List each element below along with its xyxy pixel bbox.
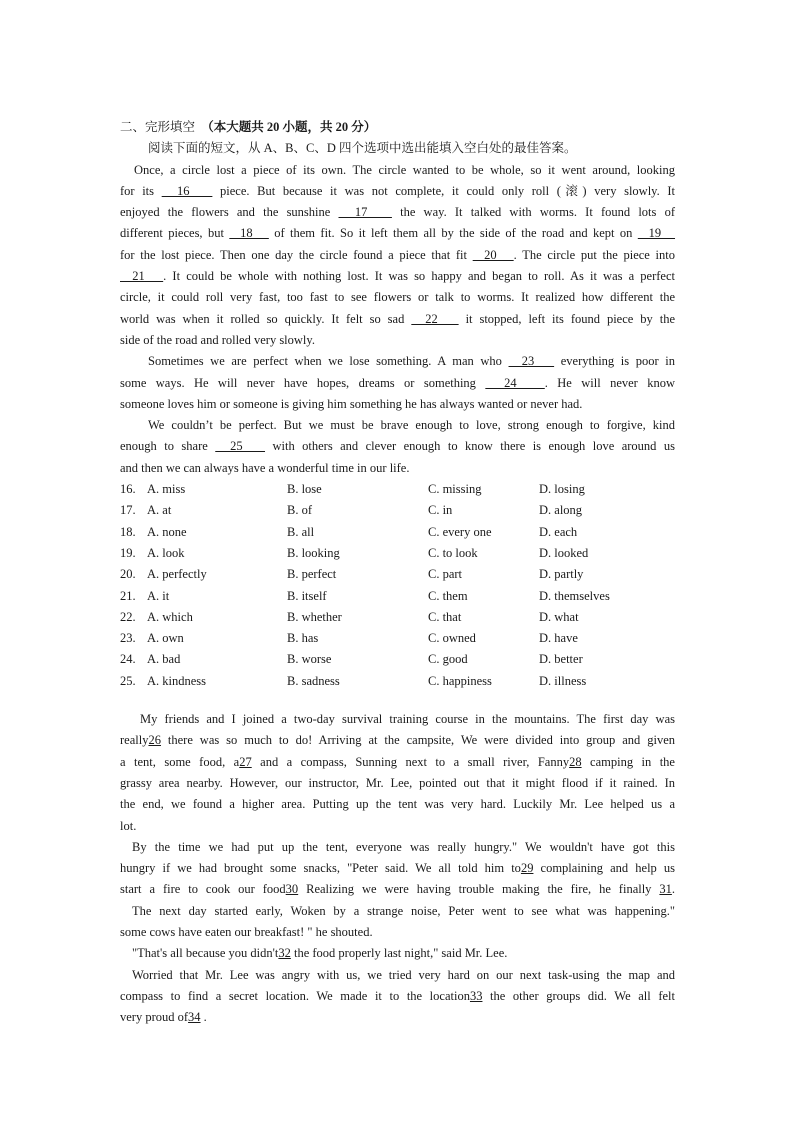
option-row: [120, 607, 675, 628]
option-b: B. sadness: [287, 673, 340, 688]
passage-text: .: [671, 882, 676, 897]
option-c: C. good: [428, 652, 468, 667]
passage-text: start a fire to cook our food: [120, 882, 286, 897]
question-number: 19.: [120, 545, 136, 560]
passage-text: lot.: [120, 818, 137, 833]
option-b: B. all: [287, 524, 315, 539]
option-b: B. lose: [287, 482, 322, 497]
option-d: D. better: [539, 652, 583, 667]
passage-text: "That's all because you didn't: [132, 946, 279, 961]
option-a: A. own: [147, 631, 184, 646]
passage-line: [120, 986, 675, 1007]
blank-23: 23: [508, 354, 555, 369]
passage-text: the food properly last night," said Mr. Lee.: [290, 946, 508, 961]
option-a: A. perfectly: [147, 567, 207, 582]
question-number: 22.: [120, 609, 136, 624]
passage-line: [120, 330, 675, 351]
option-d: D. along: [539, 503, 583, 518]
option-c: C. part: [428, 567, 463, 582]
passage-text: The next day started early, Woken by a strange noise, Peter went to see what was happening.": [132, 903, 675, 918]
passage-line: [120, 245, 675, 266]
passage-text: the other groups did. We all felt: [482, 988, 675, 1003]
question-number: 24.: [120, 652, 136, 667]
passage-line: [120, 816, 675, 837]
option-row: [120, 671, 675, 692]
passage-text: and then we can always have a wonderful time in our life.: [120, 460, 410, 475]
passage-1: [120, 160, 675, 479]
passage-text: My friends and I joined a two-day survival training course in the mountains. The first day was: [140, 712, 675, 727]
blank-30: 30: [285, 882, 299, 897]
option-c: C. to look: [428, 545, 478, 560]
passage-text: compass to find a secret location. We made it to the location: [120, 988, 470, 1003]
passage-line: [120, 458, 675, 479]
passage-text: everything is poor in: [554, 354, 675, 369]
passage-text: enjoyed the flowers and the sunshine: [120, 205, 339, 220]
passage-line: [120, 879, 675, 900]
passage-line: [120, 794, 675, 815]
blank-24: 24: [485, 375, 545, 390]
option-a: A. miss: [147, 482, 186, 497]
option-c: C. missing: [428, 482, 482, 497]
passage-text: the end, we found a higher area. Putting up the tent was very hard. Luckily Mr. Lee helped us a: [120, 797, 675, 812]
question-number: 25.: [120, 673, 136, 688]
blank-26: 26: [148, 733, 161, 748]
passage-line: [120, 394, 675, 415]
passage-text: someone loves him or someone is giving him something he has always wanted or never had.: [120, 396, 583, 411]
passage-text: piece. But because it was not complete, it could only roll (滚) very slowly. It: [212, 183, 676, 198]
question-number: 18.: [120, 524, 136, 539]
option-a: A. bad: [147, 652, 181, 667]
passage-text: .: [200, 1010, 207, 1025]
passage-text: some ways. He will never have hopes, dreams or something: [120, 375, 486, 390]
passage-text: world was when it rolled so quickly. It felt so sad: [120, 311, 412, 326]
passage-text: Sometimes we are perfect when we lose something. A man who: [148, 354, 509, 369]
passage-line: [120, 858, 675, 879]
passage-2: [120, 709, 675, 1028]
passage-text: with others and clever enough to know there is enough love around us: [265, 439, 675, 454]
option-d: D. losing: [539, 482, 585, 497]
option-a: A. none: [147, 524, 187, 539]
passage-text: for its: [120, 183, 162, 198]
option-c: C. in: [428, 503, 453, 518]
passage-text: there was so much to do! Arriving at the campsite, We were divided into group and given: [160, 733, 675, 748]
option-c: C. them: [428, 588, 468, 603]
blank-16: 16: [161, 183, 213, 198]
passage-text: Once, a circle lost a piece of its own. The circle wanted to be whole, so it went around, looking: [134, 162, 675, 177]
section-title-prefix: 二、完形填空: [120, 120, 196, 134]
option-a: A. look: [147, 545, 185, 560]
section-instruction: 阅读下面的短文，从 A、B、C、D 四个选项中选出能填入空白处的最佳答案。: [148, 141, 577, 156]
section-title: [120, 117, 675, 138]
passage-line: [120, 837, 675, 858]
blank-28: 28: [569, 754, 582, 769]
blank-34: 34: [188, 1010, 201, 1025]
passage-text: Realizing we were having trouble making the fire, he finally: [298, 882, 660, 897]
passage-line: [120, 202, 675, 223]
option-a: A. which: [147, 609, 193, 624]
option-d: D. partly: [539, 567, 584, 582]
option-b: B. of: [287, 503, 312, 518]
passage-text: . It could be whole with nothing lost. It was so happy and began to roll. As it was a perfect: [163, 269, 675, 284]
question-number: 16.: [120, 482, 136, 497]
passage-line: [120, 752, 675, 773]
blank-22: 22: [411, 311, 459, 326]
passage-line: [120, 901, 675, 922]
option-c: C. every one: [428, 524, 492, 539]
option-b: B. worse: [287, 652, 332, 667]
blank-20: 20: [472, 247, 514, 262]
passage-text: grassy area nearby. However, our instructor, Mr. Lee, pointed out that it might flood if it rained. In: [120, 775, 675, 790]
option-c: C. that: [428, 609, 462, 624]
option-row: [120, 649, 675, 670]
blank-27: 27: [239, 754, 252, 769]
passage-text: Worried that Mr. Lee was angry with us, we tried very hard on our next task-using the map and: [132, 967, 675, 982]
option-b: B. itself: [287, 588, 327, 603]
passage-text: and a compass, Sunning next to a small river, Fanny: [251, 754, 570, 769]
blank-31: 31: [659, 882, 672, 897]
passage-line: [120, 160, 675, 181]
question-number: 17.: [120, 503, 136, 518]
passage-text: enough to share: [120, 439, 216, 454]
passage-line: [120, 223, 675, 244]
question-number: 20.: [120, 567, 136, 582]
question-number: 23.: [120, 631, 136, 646]
passage-text: different pieces, but: [120, 226, 230, 241]
passage-line: [120, 730, 675, 751]
option-b: B. has: [287, 631, 319, 646]
option-row: [120, 522, 675, 543]
option-d: D. each: [539, 524, 578, 539]
option-d: D. looked: [539, 545, 589, 560]
passage-text: of them fit. So it left them all by the side of the road and kept on: [268, 226, 638, 241]
blank-21: 21: [120, 269, 164, 284]
passage-line: [120, 943, 675, 964]
passage-text: the way. It talked with worms. It found lots of: [391, 205, 675, 220]
passage-text: very proud of: [120, 1010, 189, 1025]
blank-33: 33: [469, 988, 483, 1003]
passage-line: [120, 436, 675, 457]
passage-text: side of the road and rolled very slowly.: [120, 332, 315, 347]
option-a: A. it: [147, 588, 170, 603]
option-a: A. kindness: [147, 673, 207, 688]
options-list: [120, 479, 675, 692]
option-b: B. perfect: [287, 567, 337, 582]
passage-text: We couldn’t be perfect. But we must be brave enough to love, strong enough to forgive, kind: [148, 418, 675, 433]
passage-line: [120, 181, 675, 202]
passage-text: some cows have eaten our breakfast! " he shouted.: [120, 924, 373, 939]
passage-text: hungry if we had brought some snacks, "Peter said. We all told him to: [120, 861, 521, 876]
option-d: D. have: [539, 631, 578, 646]
passage-text: really: [120, 733, 149, 748]
passage-text: By the time we had put up the tent, everyone was really hungry." We wouldn't have got this: [132, 839, 675, 854]
option-b: B. looking: [287, 545, 340, 560]
option-c: C. happiness: [428, 673, 492, 688]
passage-line: [120, 415, 675, 436]
option-row: [120, 543, 675, 564]
passage-text: for the lost piece. Then one day the circle found a piece that fit: [120, 247, 473, 262]
passage-text: camping in the: [581, 754, 675, 769]
option-row: [120, 479, 675, 500]
option-b: B. whether: [287, 609, 342, 624]
passage-line: [120, 965, 675, 986]
passage-line: [120, 287, 675, 308]
passage-text: . He will never know: [544, 375, 675, 390]
passage-line: [120, 266, 675, 287]
option-row: [120, 586, 675, 607]
passage-line: [120, 709, 675, 730]
option-row: [120, 628, 675, 649]
option-row: [120, 564, 675, 585]
passage-line: [120, 1007, 675, 1028]
blank-19: 19: [637, 226, 676, 241]
option-d: D. themselves: [539, 588, 610, 603]
passage-line: [120, 922, 675, 943]
passage-text: it stopped, left its found piece by the: [458, 311, 675, 326]
blank-17: 17: [338, 205, 392, 220]
blank-18: 18: [229, 226, 269, 241]
passage-text: . The circle put the piece into: [513, 247, 675, 262]
passage-line: [120, 351, 675, 372]
passage-line: [120, 773, 675, 794]
blank-25: 25: [215, 439, 266, 454]
question-number: 21.: [120, 588, 136, 603]
exam-page: [120, 117, 675, 1028]
option-d: D. illness: [539, 673, 587, 688]
passage-line: [120, 309, 675, 330]
blank-29: 29: [520, 861, 534, 876]
section-title-detail: （本大题共 20 小题，共 20 分）: [201, 120, 377, 134]
option-d: D. what: [539, 609, 579, 624]
option-row: [120, 500, 675, 521]
option-c: C. owned: [428, 631, 476, 646]
passage-text: circle, it could roll very fast, too fast to see flowers or talk to worms. It realized how different the: [120, 290, 675, 305]
passage-line: [120, 373, 675, 394]
passage-text: complaining and help us: [533, 861, 675, 876]
blank-32: 32: [278, 946, 291, 961]
passage-text: a tent, some food, a: [120, 754, 240, 769]
option-a: A. at: [147, 503, 172, 518]
